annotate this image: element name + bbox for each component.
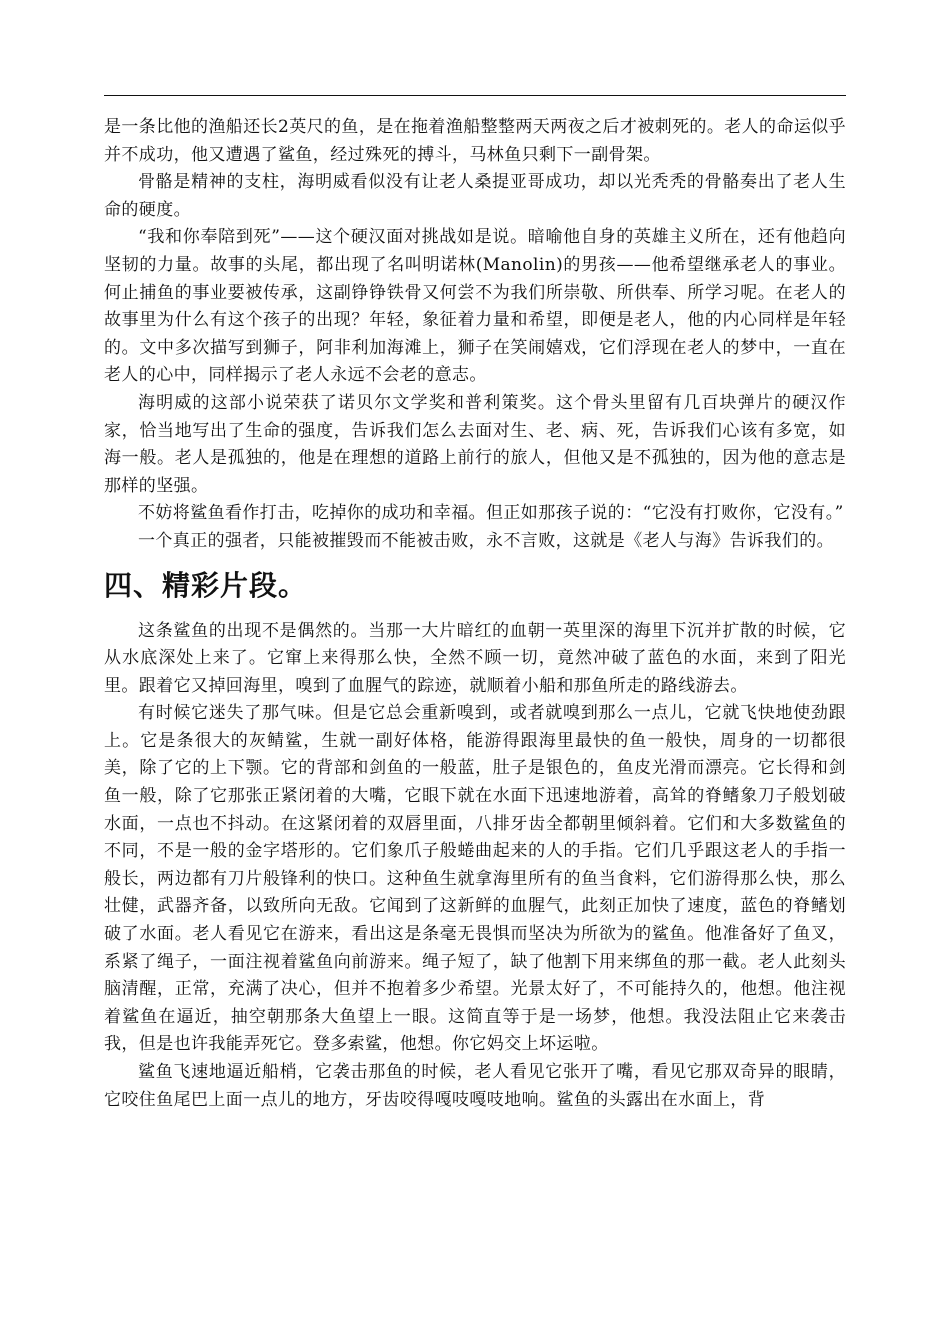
- body-paragraph: “我和你奉陪到死”——这个硬汉面对挑战如是说。暗喻他自身的英雄主义所在，还有他趋向坚韧的力量。故事的头尾，都出现了名叫明诺林(Manolin)的男孩——他希望继承老人的事业。何止捕鱼的事业要被传承，这副铮铮铁骨又何尝不为我们所崇敬、所供奉、所学习呢。在老人的故事里为什么有这个孩子的出现？年轻，象征着力量和希望，即便是老人，他的内心同样是年轻的。文中多次描写到狮子，阿非利加海滩上，狮子在笑闹嬉戏，它们浮现在老人的梦中，一直在老人的心中，同样揭示了老人永远不会老的意志。: [104, 227, 846, 386]
- section-heading: 四、精彩片段。: [104, 568, 308, 602]
- body-paragraph: 不妨将鲨鱼看作打击，吃掉你的成功和幸福。但正如那孩子说的：“它没有打败你，它没有。”: [138, 503, 844, 524]
- body-paragraph: 是一条比他的渔船还长2英尺的鱼，是在拖着渔船整整两天两夜之后才被刺死的。老人的命运似乎并不成功，他又遭遇了鲨鱼，经过殊死的搏斗，马林鱼只剩下一副骨架。: [104, 117, 847, 165]
- body-paragraph: 海明威的这部小说荣获了诺贝尔文学奖和普利策奖。这个骨头里留有几百块弹片的硬汉作家，恰当地写出了生命的强度，告诉我们怎么去面对生、老、病、死，告诉我们心该有多宽，如海一般。老人是孤独的，他是在理想的道路上前行的旅人，但他又是不孤独的，因为他的意志是那样的坚强。: [104, 392, 846, 496]
- body-paragraph: 这条鲨鱼的出现不是偶然的。当那一大片暗红的血朝一英里深的海里下沉并扩散的时候，它从水底深处上来了。它窜上来得那么快，全然不顾一切，竟然冲破了蓝色的水面，来到了阳光里。跟着它又掉回海里，嗅到了血腥气的踪迹，就顺着小船和那鱼所走的路线游去。: [104, 620, 846, 696]
- header-rule: [104, 95, 846, 96]
- document-body: [104, 114, 846, 1114]
- body-paragraph: 骨骼是精神的支柱，海明威看似没有让老人桑提亚哥成功，却以光秃秃的骨骼奏出了老人生命的硬度。: [104, 172, 846, 220]
- body-paragraph: 有时候它迷失了那气味。但是它总会重新嗅到，或者就嗅到那么一点儿，它就飞快地使劲跟上。它是条很大的灰鲭鲨，生就一副好体格，能游得跟海里最快的鱼一般快，周身的一切都很美，除了它的上下颚。它的背部和剑鱼的一般蓝，肚子是银色的，鱼皮光滑而漂亮。它长得和剑鱼一般，除了它那张正紧闭着的大嘴，它眼下就在水面下迅速地游着，高耸的脊鳍象刀子般划破水面，一点也不抖动。在这紧闭着的双唇里面，八排牙齿全都朝里倾斜着。它们和大多数鲨鱼的不同，不是一般的金字塔形的。它们象爪子般蜷曲起来的人的手指。它们几乎跟这老人的手指一般长，两边都有刀片般锋利的快口。这种鱼生就拿海里所有的鱼当食料，它们游得那么快，那么壮健，武器齐备，以致所向无敌。它闻到了这新鲜的血腥气，此刻正加快了速度，蓝色的脊鳍划破了水面。老人看见它在游来，看出这是条毫无畏惧而坚决为所欲为的鲨鱼。他准备好了鱼叉，系紧了绳子，一面注视着鲨鱼向前游来。绳子短了，缺了他割下用来绑鱼的那一截。老人此刻头脑清醒，正常，充满了决心，但并不抱着多少希望。光景太好了，不可能持久的，他想。他注视着鲨鱼在逼近，抽空朝那条大鱼望上一眼。这简直等于是一场梦，他想。我没法阻止它来袭击我，但是也许我能弄死它。登多索鲨，他想。你它妈交上坏运啦。: [104, 703, 846, 1055]
- body-paragraph: 一个真正的强者，只能被摧毁而不能被击败，永不言败，这就是《老人与海》告诉我们的。: [138, 530, 834, 551]
- body-paragraph: 鲨鱼飞速地逼近船梢，它袭击那鱼的时候，老人看见它张开了嘴，看见它那双奇异的眼睛，它咬住鱼尾巴上面一点儿的地方，牙齿咬得嘎吱嘎吱地响。鲨鱼的头露出在水面上，背: [104, 1062, 846, 1110]
